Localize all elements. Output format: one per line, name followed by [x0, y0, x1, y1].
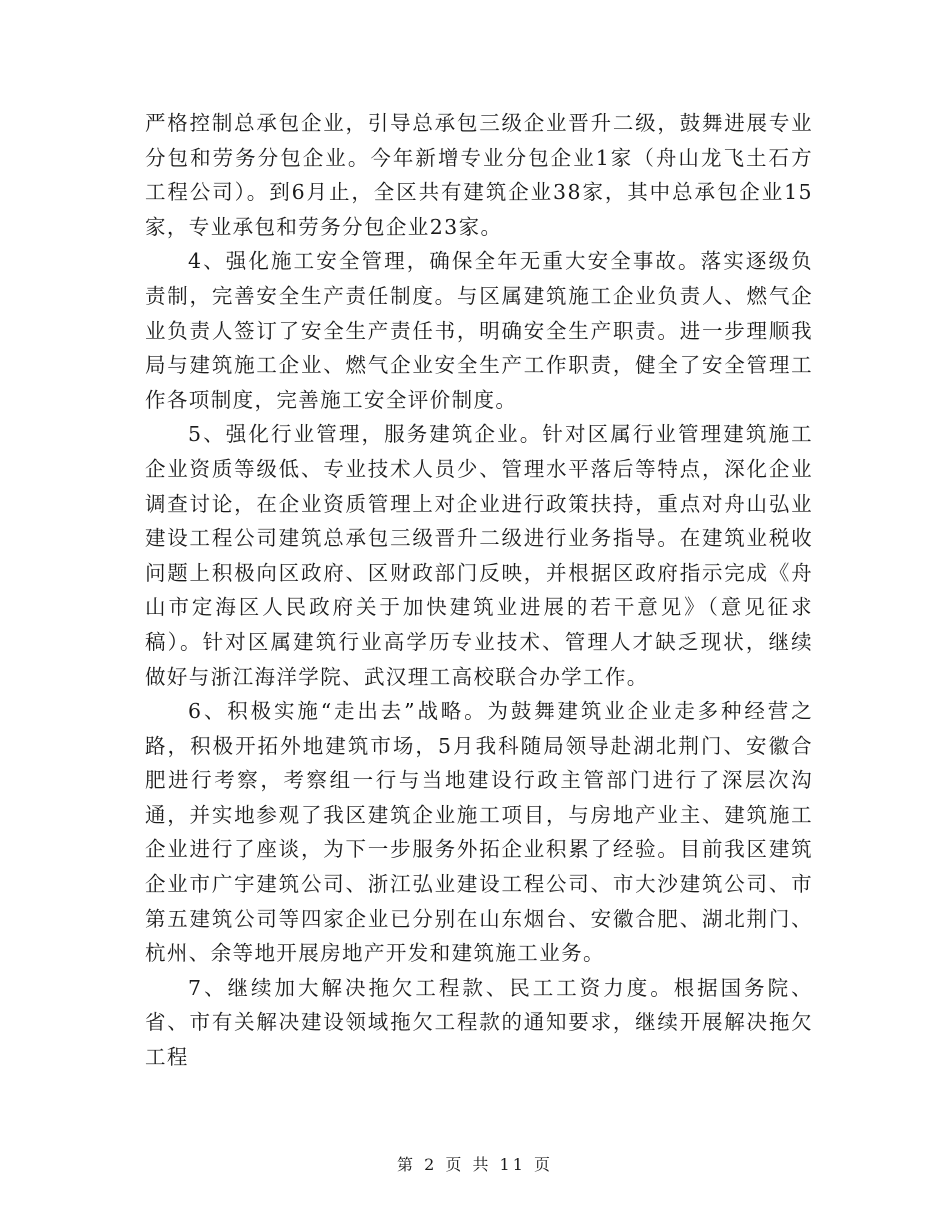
paragraph-item-6: 6、积极实施“走出去”战略。为鼓舞建筑业企业走多种经营之路，积极开拓外地建筑市场，5月我科随局领导赴湖北荆门、安徽合肥进行考察，考察组一行与当地建设行政主管部门进行了深层次沟通，并实地参观了我区建筑企业施工项目，与房地产业主、建筑施工企业进行了座谈，为下一步服务外拓企业积累了经验。目前我区建筑企业市广宇建筑公司、浙江弘业建设工程公司、市大沙建筑公司、市第五建筑公司等四家企业已分别在山东烟台、安徽合肥、湖北荆门、杭州、余等地开展房地产开发和建筑施工业务。 — [145, 699, 813, 966]
document-body — [145, 106, 813, 1075]
paragraph-item-5: 5、强化行业管理，服务建筑企业。针对区属行业管理建筑施工企业资质等级低、专业技术人员少、管理水平落后等特点，深化企业调查讨论，在企业资质管理上对企业进行政策扶持，重点对舟山弘业建设工程公司建筑总承包三级晋升二级进行业务指导。在建筑业税收问题上积极向区政府、区财政部门反映，并根据区政府指示完成《舟山市定海区人民政府关于加快建筑业进展的若干意见》（意见征求稿）。针对区属建筑行业高学历专业技术、管理人才缺乏现状，继续做好与浙江海洋学院、武汉理工高校联合办学工作。 — [145, 422, 813, 689]
paragraph-item-4: 4、强化施工安全管理，确保全年无重大安全事故。落实逐级负责制，完善安全生产责任制度。与区属建筑施工企业负责人、燃气企业负责人签订了安全生产责任书，明确安全生产职责。进一步理顺我局与建筑施工企业、燃气企业安全生产工作职责，健全了安全管理工作各项制度，完善施工安全评价制度。 — [145, 249, 813, 412]
paragraph-item-7: 7、继续加大解决拖欠工程款、民工工资力度。根据国务院、省、市有关解决建设领域拖欠工程款的通知要求，继续开展解决拖欠工程 — [145, 975, 813, 1070]
paragraph-continuation: 严格控制总承包企业，引导总承包三级企业晋升二级，鼓舞进展专业分包和劳务分包企业。今年新增专业分包企业1家（舟山龙飞土石方工程公司）。到6月止，全区共有建筑企业38家，其中总承包企业15家，专业承包和劳务分包企业23家。 — [145, 111, 813, 239]
page-number-footer: 第 2 页 共 11 页 — [397, 1155, 553, 1174]
